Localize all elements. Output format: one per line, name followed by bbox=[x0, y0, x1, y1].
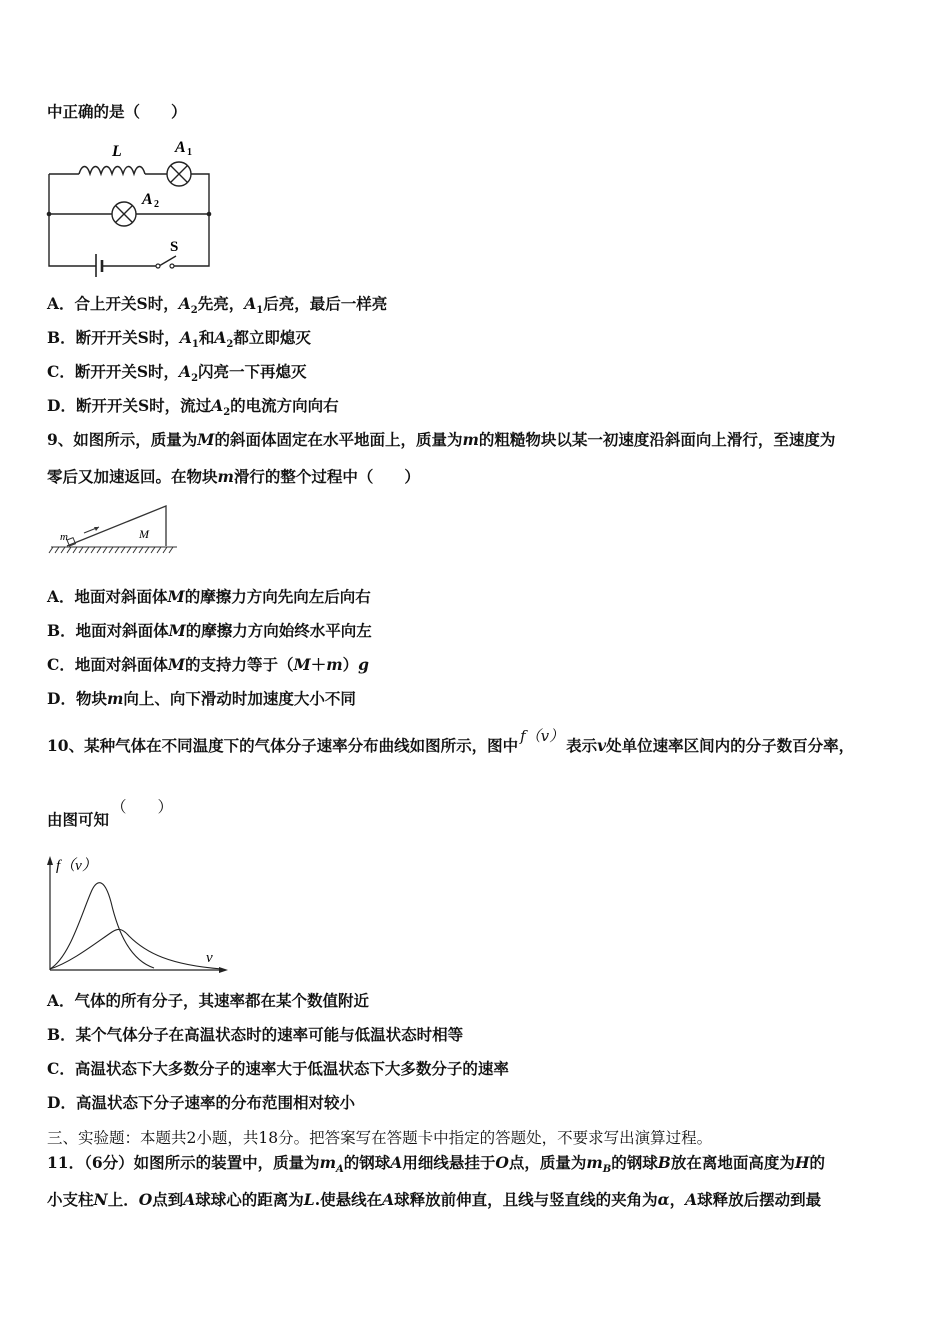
q9-option-a: A．地面对斜面体M的摩擦力方向先向左后向右 bbox=[47, 587, 371, 606]
q9-stem-line1: 9、如图所示，质量为M的斜面体固定在水平地面上，质量为m的粗糙物块以某一初速度沿斜面向上滑行，至速度为 bbox=[47, 430, 836, 449]
q10-fig-y-axis-label: f（v） bbox=[56, 858, 97, 874]
q9-option-c: C．地面对斜面体M的支持力等于（M＋m）g bbox=[47, 655, 369, 674]
q11-stem-line1: 11．（6分）如图所示的装置中，质量为$m_A$的钢球A用细线悬挂于O点，质量为$m_B$的钢球B放在离地面高度为H的 bbox=[47, 1153, 826, 1176]
q8-circuit-figure bbox=[44, 132, 224, 277]
q10-option-b: B．某个气体分子在高温状态时的速率可能与低温状态时相等 bbox=[47, 1025, 464, 1044]
q8-fig-switch-label: S bbox=[170, 239, 179, 255]
q11-stem-line2: 小支柱N上．O点到A球球心的距离为L.使悬线在A球释放前伸直，且线与竖直线的夹角为α，A球释放后摆动到最 bbox=[47, 1190, 822, 1209]
q8-option-c: C．断开开关S时，$A_2$闪亮一下再熄灭 bbox=[47, 362, 307, 385]
q9-incline-figure bbox=[47, 500, 182, 560]
q10-fig-x-axis-label: v bbox=[206, 950, 213, 966]
q8-option-d: D．断开开关S时，流过$A_2$的电流方向向右 bbox=[47, 396, 339, 419]
q8-fig-lamp1-label: A bbox=[175, 139, 186, 156]
q9-stem-line2: 零后又加速返回。在物块m滑行的整个过程中（ ） bbox=[47, 467, 420, 486]
q10-option-a: A．气体的所有分子，其速率都在某个数值附近 bbox=[47, 991, 370, 1010]
q8-fig-lamp2-label: A bbox=[142, 191, 153, 208]
q8-fig-lamp1-sub: 1 bbox=[187, 147, 192, 158]
q10-answer-paren: （ ） bbox=[111, 798, 174, 816]
q8-option-a: A．合上开关S时，$A_2$先亮，$A_1$后亮，最后一样亮 bbox=[47, 294, 388, 317]
q9-option-d: D．物块m向上、向下滑动时加速度大小不同 bbox=[47, 689, 356, 708]
q9-fig-block-label: m bbox=[60, 531, 68, 543]
q10-fv-symbol: f（v） bbox=[520, 727, 565, 745]
q8-fig-inductor-label: L bbox=[112, 143, 122, 160]
q10-option-c: C．高温状态下大多数分子的速率大于低温状态下大多数分子的速率 bbox=[47, 1059, 509, 1078]
q10-distribution-figure bbox=[42, 852, 232, 976]
q8-fig-lamp2-sub: 2 bbox=[154, 199, 159, 210]
q10-option-d: D．高温状态下分子速率的分布范围相对较小 bbox=[47, 1093, 355, 1112]
section3-heading: 三、实验题：本题共2小题，共18分。把答案写在答题卡中指定的答题处，不要求写出演算过程。 bbox=[47, 1129, 713, 1147]
q10-stem-line1: 10、某种气体在不同温度下的气体分子速率分布曲线如图所示，图中 f（v） 表示v处单位速率区间内的分子数百分率， bbox=[47, 727, 855, 755]
q8-option-b: B．断开开关S时，$A_1$和$A_2$都立即熄灭 bbox=[47, 328, 311, 351]
q9-option-b: B．地面对斜面体M的摩擦力方向始终水平向左 bbox=[47, 621, 372, 640]
q8-stem-tail: 中正确的是（ ） bbox=[47, 102, 187, 121]
q9-fig-slope-label: M bbox=[139, 527, 149, 541]
q10-stem-line2: 由图可知（ ） bbox=[47, 798, 174, 829]
